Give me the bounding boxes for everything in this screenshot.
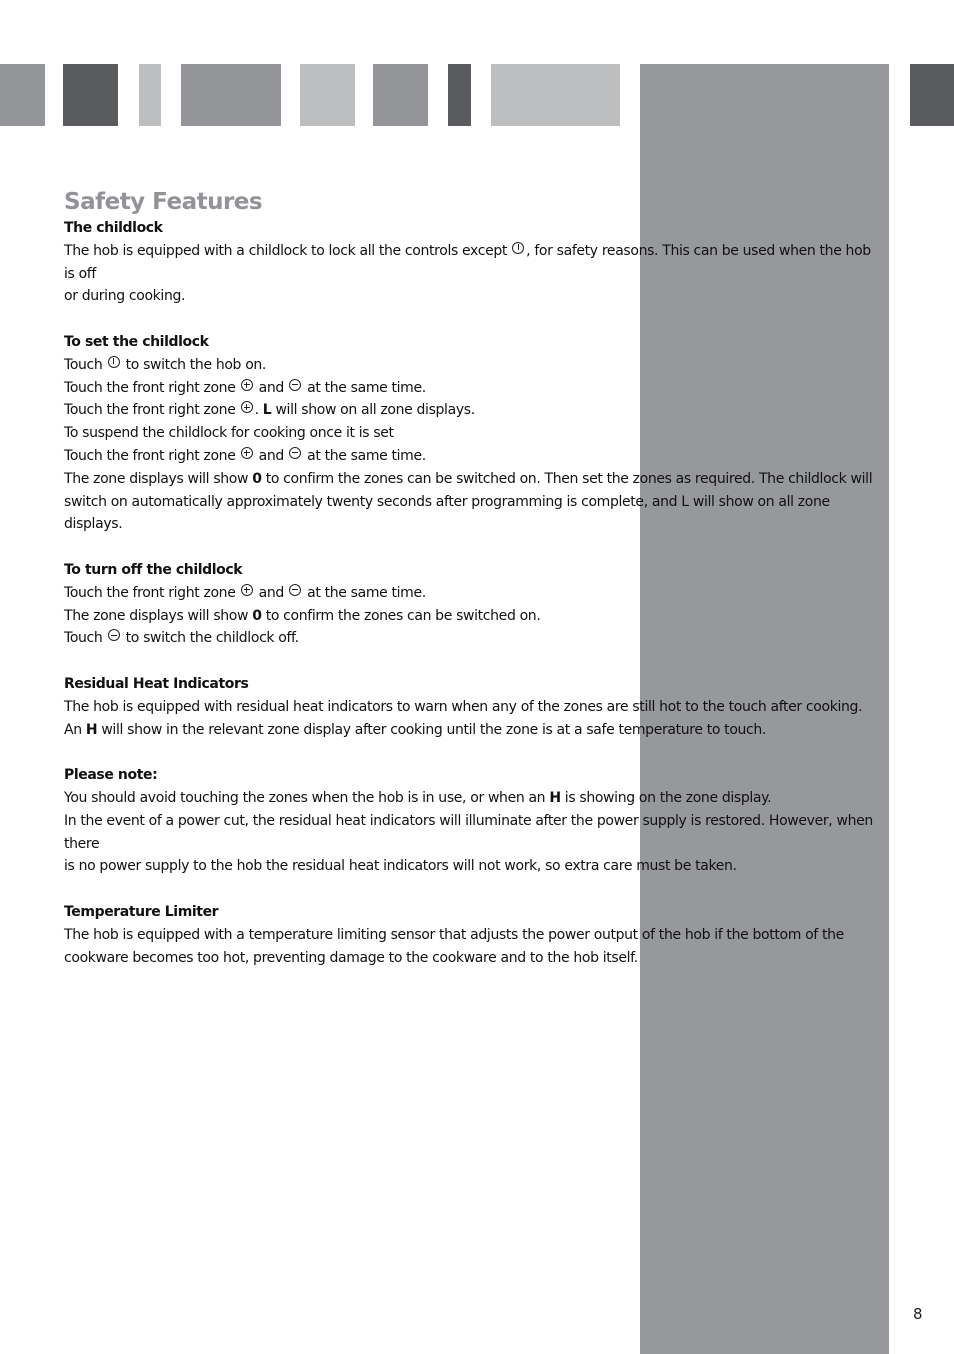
text: at the same time. [303, 379, 426, 396]
paragraph [64, 787, 874, 810]
page-number: 8 [913, 1305, 923, 1323]
text: to switch the childlock off. [121, 630, 299, 647]
header-block-3 [139, 64, 161, 126]
text: is showing on the zone display. [560, 789, 772, 806]
text: to confirm the zones can be switched on. Then set the zones as required. The childlock will [261, 470, 873, 487]
instruction-line [64, 377, 874, 400]
power-icon [512, 242, 524, 254]
section-heading-please-note: Please note: [64, 767, 158, 784]
instruction-line [64, 354, 874, 377]
paragraph [64, 719, 874, 742]
page-content [64, 188, 874, 969]
plus-circle-icon [241, 584, 253, 596]
text: The zone displays will show [64, 470, 253, 487]
instruction-line [64, 445, 874, 468]
text: , for safety reasons. This can be used when the hob is off [64, 242, 871, 282]
header-block-8 [491, 64, 620, 126]
instruction-line: To suspend the childlock for cooking once it is set [64, 425, 394, 442]
text: An [64, 721, 86, 738]
section-heading-turn-off-childlock: To turn off the childlock [64, 561, 243, 578]
paragraph: cookware becomes too hot, preventing damage to the cookware and to the hob itself. [64, 949, 638, 966]
text: The zone displays will show [64, 607, 253, 624]
plus-circle-icon [241, 401, 253, 413]
section-heading-residual-heat: Residual Heat Indicators [64, 675, 249, 692]
text: Touch the front right zone [64, 447, 240, 464]
text: The hob is equipped with a childlock to lock all the controls except [64, 242, 512, 259]
display-letter-l: L [262, 402, 272, 419]
display-digit-zero: 0 [252, 607, 262, 624]
text: and [254, 447, 289, 464]
text: Touch the front right zone [64, 379, 240, 396]
power-icon [108, 356, 120, 368]
section-heading-childlock: The childlock [64, 220, 163, 236]
section-heading-set-childlock: To set the childlock [64, 333, 209, 350]
plus-circle-icon [241, 379, 253, 391]
header-block-5 [300, 64, 355, 126]
text: and [254, 379, 289, 396]
text: You should avoid touching the zones when the hob is in use, or when an [64, 789, 550, 806]
text: . [254, 402, 263, 419]
display-letter-h: H [85, 721, 98, 738]
header-block-7 [448, 64, 471, 126]
text: Touch [64, 630, 107, 647]
header-block-4 [181, 64, 281, 126]
text: Touch the front right zone [64, 584, 240, 601]
page-title: Safety Features [64, 189, 263, 215]
paragraph [64, 240, 874, 286]
minus-circle-icon [289, 447, 301, 459]
header-block-9 [910, 64, 954, 126]
header-block-6 [373, 64, 428, 126]
minus-circle-icon [289, 379, 301, 391]
text: to confirm the zones can be switched on. [261, 607, 541, 624]
text: Touch [64, 356, 107, 373]
section-heading-temperature-limiter: Temperature Limiter [64, 903, 219, 920]
instruction-line [64, 582, 874, 605]
text: at the same time. [303, 447, 426, 464]
header-block-1 [0, 64, 45, 126]
instruction-line: switch on automatically approximately twenty seconds after programming is complete, and L will show on all zone displays. [64, 493, 830, 533]
plus-circle-icon [241, 447, 253, 459]
text: at the same time. [303, 584, 426, 601]
paragraph: The hob is equipped with residual heat indicators to warn when any of the zones are still hot to the touch after cooking. [64, 698, 863, 715]
text: will show on all zone displays. [271, 402, 475, 419]
instruction-line [64, 468, 874, 491]
text: will show in the relevant zone display after cooking until the zone is at a safe temperature to touch. [97, 721, 767, 738]
paragraph: In the event of a power cut, the residual heat indicators will illuminate after the power supply is restored. However, when there [64, 812, 873, 852]
instruction-line [64, 399, 874, 422]
instruction-line [64, 627, 874, 650]
text: Touch the front right zone [64, 402, 240, 419]
instruction-line [64, 605, 874, 628]
text: and [254, 584, 289, 601]
minus-circle-icon [108, 629, 120, 641]
paragraph: The hob is equipped with a temperature limiting sensor that adjusts the power output of the hob if the bottom of the [64, 926, 844, 943]
display-letter-h: H [549, 789, 561, 806]
minus-circle-icon [289, 584, 301, 596]
paragraph: or during cooking. [64, 288, 186, 305]
header-block-2 [63, 64, 118, 126]
display-digit-zero: 0 [252, 470, 262, 487]
text: to switch the hob on. [121, 356, 267, 373]
paragraph: is no power supply to the hob the residual heat indicators will not work, so extra care must be taken. [64, 858, 737, 875]
